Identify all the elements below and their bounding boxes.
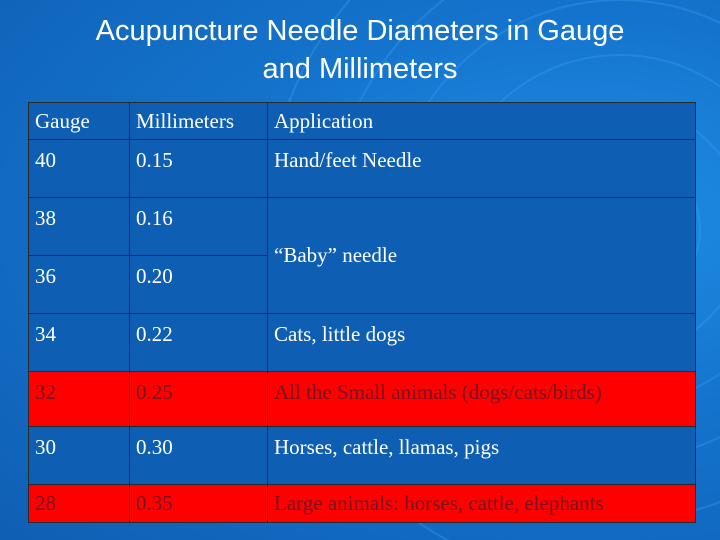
mm-value: 0.16 — [136, 206, 173, 230]
application-cell — [268, 372, 696, 427]
gauge-cell — [29, 198, 130, 256]
application-value: All the Small animals (dogs/cats/birds) — [274, 380, 602, 404]
title-line-1: Acupuncture Needle Diameters in Gauge — [95, 15, 625, 47]
mm-value: 0.20 — [136, 264, 173, 288]
application-value: “Baby” needle — [274, 243, 398, 267]
table-header-row — [29, 103, 696, 140]
mm-cell — [130, 485, 268, 523]
table-row — [29, 198, 696, 256]
application-cell — [268, 314, 696, 372]
table-row — [29, 427, 696, 485]
mm-cell — [130, 372, 268, 427]
gauge-cell — [29, 427, 130, 485]
application-cell — [268, 427, 696, 485]
application-cell — [268, 485, 696, 523]
application-value: Hand/feet Needle — [274, 148, 422, 172]
header-application-label: Application — [274, 109, 374, 133]
gauge-cell — [29, 140, 130, 198]
gauge-value: 34 — [35, 322, 56, 346]
gauge-cell — [29, 256, 130, 314]
mm-cell — [130, 256, 268, 314]
gauge-cell — [29, 314, 130, 372]
gauge-value: 32 — [35, 380, 56, 404]
table-row — [29, 314, 696, 372]
mm-cell — [130, 427, 268, 485]
application-cell — [268, 140, 696, 198]
mm-cell — [130, 314, 268, 372]
header-millimeters — [130, 103, 268, 140]
gauge-cell — [29, 485, 130, 523]
application-value: Large animals: horses, cattle, elephants — [274, 491, 604, 515]
mm-cell — [130, 140, 268, 198]
page-title — [0, 12, 720, 88]
gauge-value: 28 — [35, 491, 56, 515]
mm-value: 0.22 — [136, 322, 173, 346]
header-application — [268, 103, 696, 140]
needle-table — [28, 102, 696, 523]
mm-cell — [130, 198, 268, 256]
mm-value: 0.15 — [136, 148, 173, 172]
application-value: Cats, little dogs — [274, 322, 406, 346]
table-row-highlighted — [29, 372, 696, 427]
gauge-value: 38 — [35, 206, 56, 230]
header-gauge-label: Gauge — [35, 109, 90, 133]
mm-value: 0.35 — [136, 491, 173, 515]
table-row — [29, 140, 696, 198]
mm-value: 0.30 — [136, 435, 173, 459]
gauge-value: 40 — [35, 148, 56, 172]
application-cell — [268, 198, 696, 314]
header-millimeters-label: Millimeters — [136, 109, 234, 133]
mm-value: 0.25 — [136, 380, 173, 404]
gauge-cell — [29, 372, 130, 427]
application-value: Horses, cattle, llamas, pigs — [274, 435, 500, 459]
gauge-value: 36 — [35, 264, 56, 288]
table-row-highlighted — [29, 485, 696, 523]
header-gauge — [29, 103, 130, 140]
title-line-2: and Millimeters — [262, 53, 458, 85]
gauge-value: 30 — [35, 435, 56, 459]
